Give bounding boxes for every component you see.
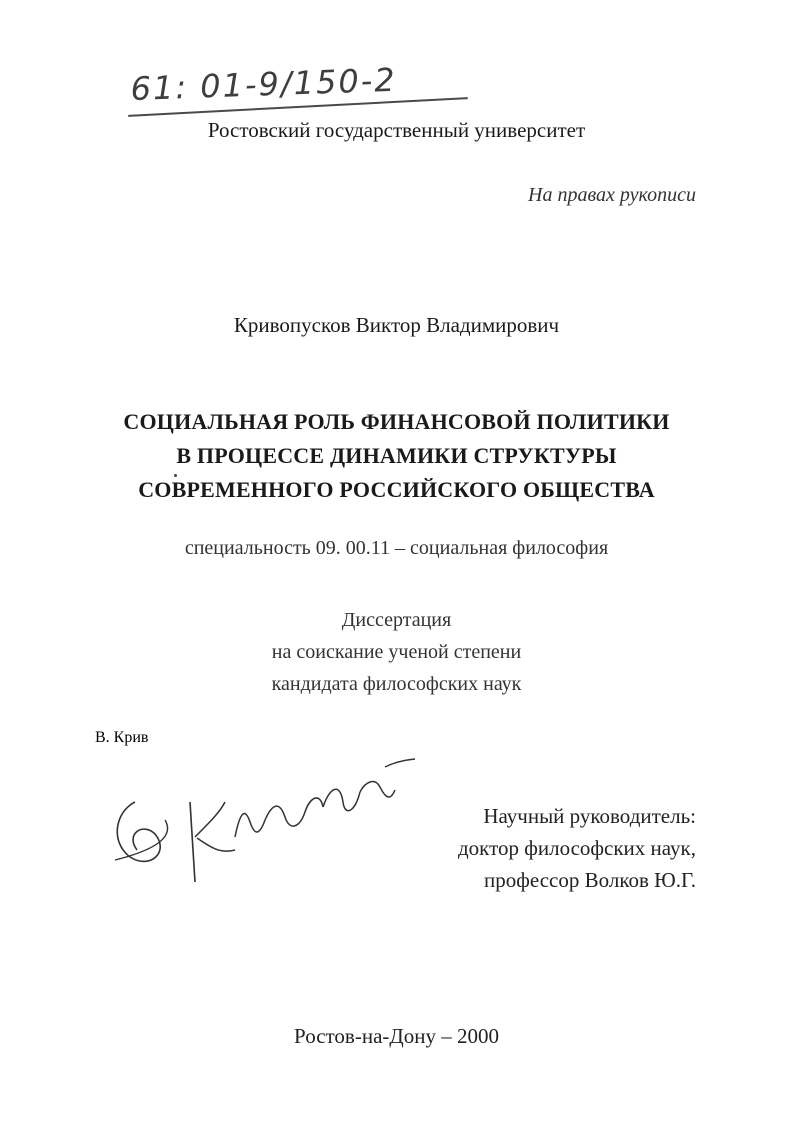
- degree-line: Диссертация: [341, 609, 452, 631]
- rights-note: На правах рукописи: [528, 184, 696, 206]
- title-line: В ПРОЦЕССЕ ДИНАМИКИ СТРУКТУРЫ: [176, 443, 617, 468]
- specialty-line: специальность 09. 00.11 – социальная философия: [184, 537, 609, 559]
- supervisor-line: доктор философских наук,: [458, 836, 696, 860]
- supervisor-line: Научный руководитель:: [483, 804, 696, 828]
- supervisor-line: профессор Волков Ю.Г.: [484, 868, 696, 892]
- signature-text: В. Крив: [95, 729, 149, 746]
- author-name: Кривопусков Виктор Владимирович: [233, 313, 560, 337]
- archive-handwritten-number: 61: 01-9/150-2: [130, 60, 398, 108]
- city-and-year: Ростов-на-Дону – 2000: [294, 1024, 499, 1048]
- degree-line: кандидата философских наук: [271, 673, 522, 695]
- author-signature: [95, 729, 425, 892]
- dissertation-title: [0, 405, 793, 507]
- title-line: СОВРЕМЕННОГО РОССИЙСКОГО ОБЩЕСТВА: [138, 477, 655, 502]
- degree-statement: [0, 604, 793, 700]
- scientific-supervisor: [458, 800, 696, 896]
- title-line: СОЦИАЛЬНАЯ РОЛЬ ФИНАНСОВОЙ ПОЛИТИКИ: [123, 409, 670, 434]
- degree-line: на соискание ученой степени: [271, 641, 522, 663]
- university-name: Ростовский государственный университет: [207, 118, 586, 142]
